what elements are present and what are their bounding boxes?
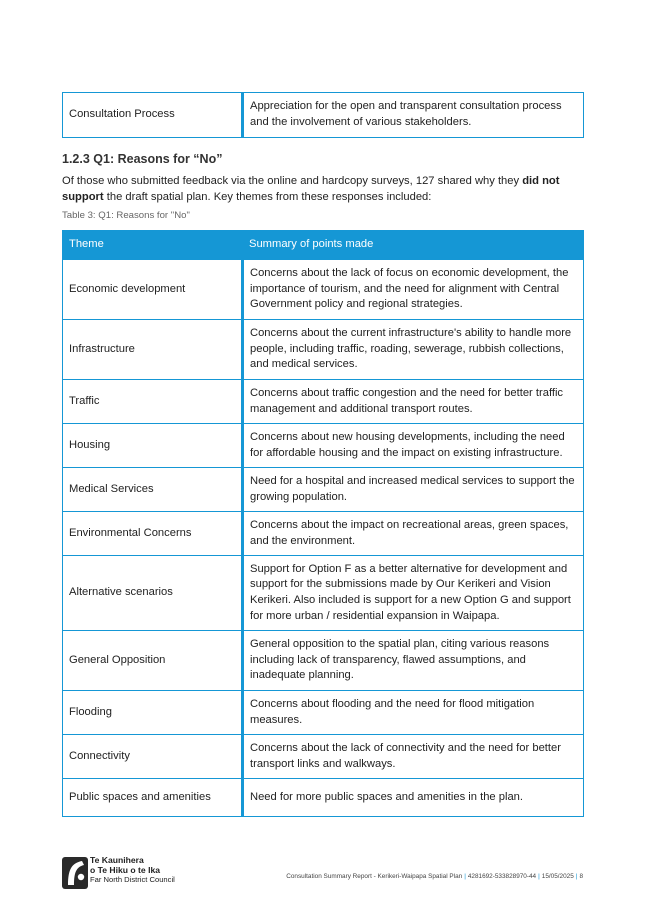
- theme-cell: Public spaces and amenities: [63, 779, 243, 817]
- table-row: [63, 779, 584, 817]
- top-table: [62, 92, 584, 138]
- logo-line-3: Far North District Council: [90, 875, 175, 885]
- table-row: [63, 320, 584, 380]
- table-row: [63, 631, 584, 691]
- section-heading: 1.2.3 Q1: Reasons for “No”: [62, 152, 223, 166]
- council-logo-icon: [62, 855, 92, 891]
- summary-cell: Concerns about the lack of focus on economic development, the importance of tourism, and the need for alignment with Central Government policy and regional strategies.: [243, 260, 584, 320]
- theme-cell: Traffic: [63, 380, 243, 424]
- table-row: [63, 691, 584, 735]
- table-row: [63, 424, 584, 468]
- table-row: [63, 512, 584, 556]
- header-summary: Summary of points made: [243, 231, 584, 260]
- page-footer: Consultation Summary Report - Kerikeri-Waipapa Spatial Plan | 4281692-533828970-44 | 15/05/2025 | 8: [286, 873, 583, 880]
- para-text-before: Of those who submitted feedback via the online and hardcopy surveys, 127 shared why they: [62, 175, 523, 187]
- theme-cell: Medical Services: [63, 468, 243, 512]
- summary-cell: Concerns about flooding and the need for flood mitigation measures.: [243, 691, 584, 735]
- theme-cell: Consultation Process: [63, 93, 243, 138]
- summary-cell: General opposition to the spatial plan, citing various reasons including lack of transparency, flawed assumptions, and inadequate planning.: [243, 631, 584, 691]
- table-row: [63, 93, 584, 138]
- theme-cell: General Opposition: [63, 631, 243, 691]
- footer-page-number: 8: [579, 873, 583, 880]
- summary-cell: Concerns about the impact on recreational areas, green spaces, and the environment.: [243, 512, 584, 556]
- theme-cell: Environmental Concerns: [63, 512, 243, 556]
- intro-paragraph: [62, 174, 582, 206]
- table-row: [63, 260, 584, 320]
- table-header-row: [63, 231, 584, 260]
- summary-cell: Need for a hospital and increased medical services to support the growing population.: [243, 468, 584, 512]
- para-text-after: the draft spatial plan. Key themes from these responses included:: [103, 190, 432, 203]
- summary-cell: Concerns about new housing developments, including the need for affordable housing and the impact on existing infrastructure.: [243, 424, 584, 468]
- reasons-table: [62, 230, 584, 817]
- theme-cell: Housing: [63, 424, 243, 468]
- footer-date: 15/05/2025: [541, 873, 574, 880]
- summary-cell: Concerns about the lack of connectivity and the need for better transport links and walkways.: [243, 735, 584, 779]
- summary-cell: Support for Option F as a better alternative for development and support for the submissions made by Our Kerikeri and Vision Kerikeri. Also included is support for a new Option G and support for more urban / residential expansion in Waipapa.: [243, 556, 584, 631]
- table-row: [63, 556, 584, 631]
- theme-cell: Alternative scenarios: [63, 556, 243, 631]
- summary-cell: Concerns about the current infrastructure's ability to handle more people, including traffic, roading, sewerage, rubbish collections, and medical services.: [243, 320, 584, 380]
- logo-line-1: Te Kaunihera: [90, 855, 144, 865]
- table-row: [63, 735, 584, 779]
- theme-cell: Flooding: [63, 691, 243, 735]
- table-row: [63, 380, 584, 424]
- theme-cell: Economic development: [63, 260, 243, 320]
- table-caption: Table 3: Q1: Reasons for "No": [62, 210, 190, 221]
- summary-cell: Appreciation for the open and transparent consultation process and the involvement of various stakeholders.: [243, 93, 584, 138]
- council-logo-text: [90, 855, 175, 886]
- summary-cell: Need for more public spaces and amenities in the plan.: [243, 779, 584, 817]
- table-row: [63, 468, 584, 512]
- theme-cell: Connectivity: [63, 735, 243, 779]
- logo-line-2: o Te Hiku o te Ika: [90, 865, 161, 876]
- summary-cell: Concerns about traffic congestion and the need for better traffic management and additional transport routes.: [243, 380, 584, 424]
- theme-cell: Infrastructure: [63, 320, 243, 380]
- para-text-bold: did not support: [62, 175, 560, 203]
- header-theme: Theme: [63, 231, 243, 260]
- footer-doc-ref: 4281692-533828970-44: [467, 873, 537, 880]
- footer-doc-title: Consultation Summary Report - Kerikeri-Waipapa Spatial Plan: [286, 873, 463, 880]
